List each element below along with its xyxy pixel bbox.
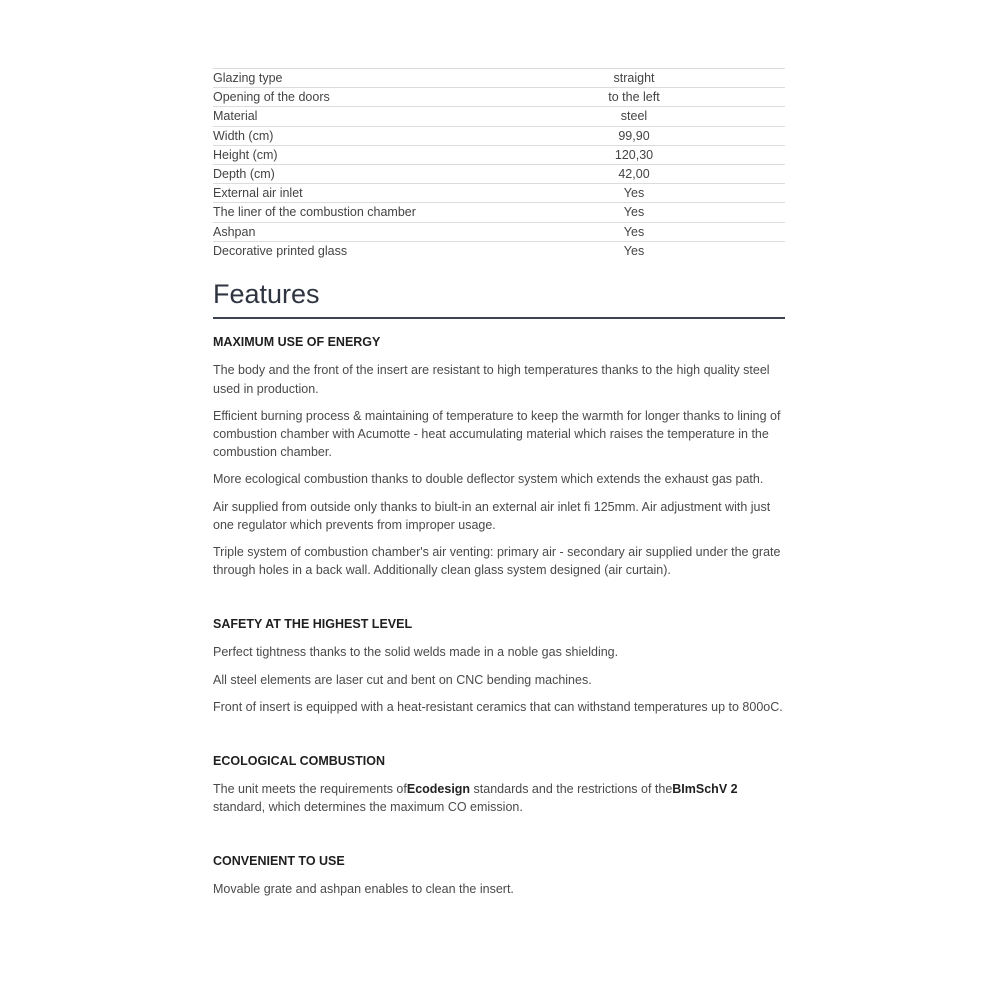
table-row <box>213 88 785 107</box>
section-heading-energy: MAXIMUM USE OF ENERGY <box>213 335 381 350</box>
paragraph: More ecological combustion thanks to double deflector system which extends the exhaust gas path. <box>213 472 764 487</box>
spec-value: 120,30 <box>614 147 654 162</box>
table-row <box>213 145 785 164</box>
product-details <box>213 68 785 899</box>
paragraph: Efficient burning process & maintaining of temperature to keep the warmth for longer thanks to lining of combustion chamber with Acumotte - heat accumulating material which raises the temperature in the combustion chamber. <box>213 408 781 460</box>
spec-value: Yes <box>623 186 645 201</box>
spec-value: to the left <box>608 90 660 105</box>
table-row <box>213 203 785 222</box>
paragraph: Air supplied from outside only thanks to biult-in an external air inlet fi 125mm. Air adjustment with just one regulator which prevents from improper usage. <box>213 499 771 532</box>
spec-label: Width (cm) <box>213 128 274 143</box>
table-row <box>213 69 785 88</box>
spec-label: Decorative printed glass <box>213 244 348 259</box>
spec-label: Ashpan <box>213 224 256 239</box>
section-heading-convenient: CONVENIENT TO USE <box>213 854 345 869</box>
paragraph: Triple system of combustion chamber's air venting: primary air - secondary air supplied under the grate through holes in a back wall. Additionally clean glass system designed (air curtain). <box>213 545 781 578</box>
table-row <box>213 107 785 126</box>
spec-value: steel <box>620 109 648 124</box>
spec-label: The liner of the combustion chamber <box>213 205 416 220</box>
spec-value: Yes <box>623 205 645 220</box>
features-heading: Features <box>213 277 785 319</box>
text-segment: standards and the restrictions of the <box>470 782 673 797</box>
text-segment: standard, which determines the maximum CO emission. <box>213 800 523 815</box>
specifications-table <box>213 68 785 260</box>
spec-label: Height (cm) <box>213 147 278 162</box>
paragraph-ecological <box>213 780 785 816</box>
section-heading-ecological: ECOLOGICAL COMBUSTION <box>213 754 385 769</box>
spec-value: 99,90 <box>618 128 650 143</box>
spec-value: 42,00 <box>618 167 650 182</box>
paragraph: Movable grate and ashpan enables to clean the insert. <box>213 882 514 897</box>
table-row <box>213 222 785 241</box>
paragraph: All steel elements are laser cut and bent on CNC bending machines. <box>213 672 592 687</box>
table-row <box>213 241 785 260</box>
spec-label: Opening of the doors <box>213 90 330 105</box>
table-row <box>213 184 785 203</box>
bimschv-term: BImSchV 2 <box>672 782 738 797</box>
spec-label: Depth (cm) <box>213 167 275 182</box>
text-segment: The unit meets the requirements of <box>213 782 407 797</box>
section-heading-safety: SAFETY AT THE HIGHEST LEVEL <box>213 617 413 632</box>
paragraph: The body and the front of the insert are resistant to high temperatures thanks to the high quality steel used in production. <box>213 363 770 396</box>
spec-value: Yes <box>623 244 645 259</box>
spec-value: Yes <box>623 224 645 239</box>
table-row <box>213 126 785 145</box>
spec-value: straight <box>613 71 655 86</box>
paragraph: Perfect tightness thanks to the solid welds made in a noble gas shielding. <box>213 645 619 660</box>
spec-label: Material <box>213 109 258 124</box>
spec-label: Glazing type <box>213 71 283 86</box>
table-row <box>213 164 785 183</box>
ecodesign-term: Ecodesign <box>406 782 471 797</box>
paragraph: Front of insert is equipped with a heat-resistant ceramics that can withstand temperatures up to 800oC. <box>213 699 783 714</box>
spec-label: External air inlet <box>213 186 303 201</box>
